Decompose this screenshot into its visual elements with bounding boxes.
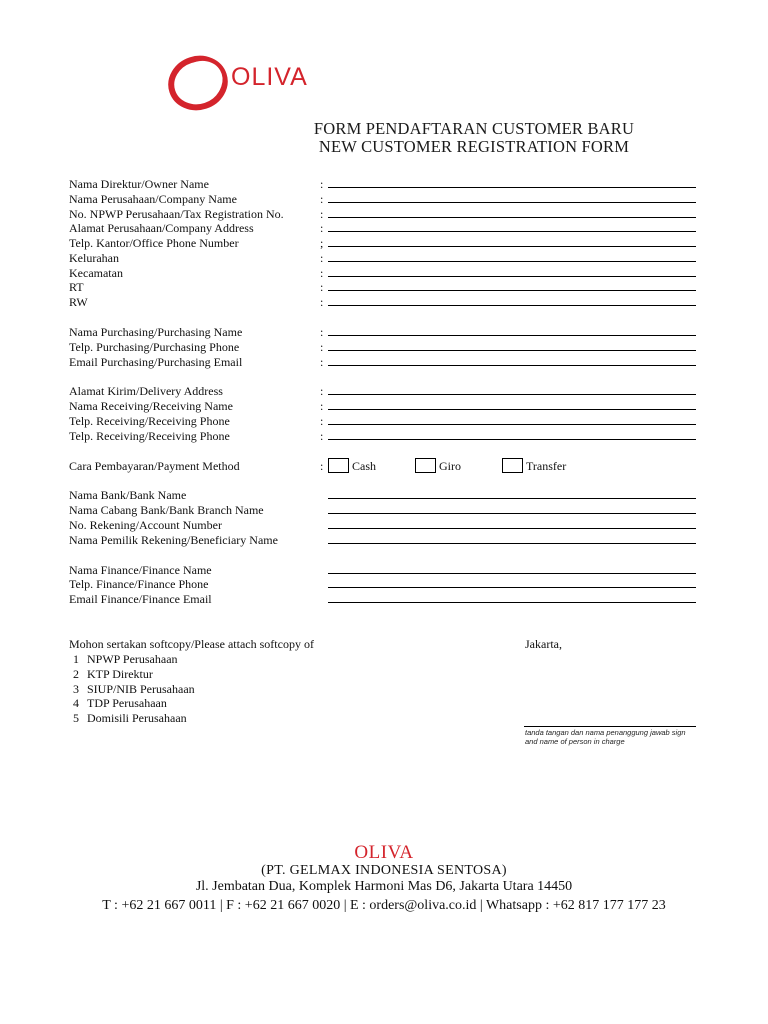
field-colon: : — [320, 266, 324, 280]
field-colon: : — [320, 384, 324, 398]
field-colon: : — [320, 325, 324, 339]
field-row — [0, 414, 768, 429]
field-input-line[interactable] — [328, 498, 696, 499]
field-colon: : — [320, 340, 324, 354]
field-input-line[interactable] — [328, 276, 696, 277]
field-label: Alamat Perusahaan/Company Address — [69, 221, 254, 235]
field-colon: : — [320, 192, 324, 206]
field-label: Telp. Finance/Finance Phone — [69, 577, 209, 591]
field-input-line[interactable] — [328, 290, 696, 291]
giro-option-label: Giro — [439, 459, 461, 473]
field-row — [0, 429, 768, 444]
field-row — [0, 221, 768, 236]
field-row — [0, 518, 768, 533]
form-title-indonesian: FORM PENDAFTARAN CUSTOMER BARU — [313, 119, 635, 138]
field-input-line[interactable] — [328, 424, 696, 425]
field-row — [0, 592, 768, 607]
field-colon: : — [320, 295, 324, 309]
field-colon: : — [320, 280, 324, 294]
cash-checkbox[interactable] — [328, 458, 349, 473]
field-input-line[interactable] — [328, 394, 696, 395]
field-row — [0, 177, 768, 192]
field-row — [0, 266, 768, 281]
field-input-line[interactable] — [328, 543, 696, 544]
field-label: Nama Perusahaan/Company Name — [69, 192, 237, 206]
attachment-text: KTP Direktur — [87, 667, 153, 681]
field-row — [0, 503, 768, 518]
field-colon: : — [320, 251, 324, 265]
field-input-line[interactable] — [328, 439, 696, 440]
attachment-text: Domisili Perusahaan — [87, 711, 187, 725]
field-row — [0, 577, 768, 592]
field-label: Telp. Kantor/Office Phone Number — [69, 236, 239, 250]
oliva-swirl-icon — [166, 54, 228, 112]
attachment-number: 3 — [73, 682, 79, 696]
field-label: Kelurahan — [69, 251, 119, 265]
field-input-line[interactable] — [328, 409, 696, 410]
field-input-line[interactable] — [328, 217, 696, 218]
field-input-line[interactable] — [328, 528, 696, 529]
field-label: Nama Finance/Finance Name — [69, 563, 212, 577]
footer-contact: T : +62 21 667 0011 | F : +62 21 667 0020 | E : orders@oliva.co.id | Whatsapp : +62 817 177 177 23 — [102, 898, 666, 913]
field-row — [0, 295, 768, 310]
field-label: Nama Purchasing/Purchasing Name — [69, 325, 243, 339]
field-input-line[interactable] — [328, 335, 696, 336]
giro-checkbox[interactable] — [415, 458, 436, 473]
attachment-number: 5 — [73, 711, 79, 725]
attachment-number: 4 — [73, 696, 79, 710]
signature-city: Jakarta, — [525, 637, 562, 651]
field-row — [0, 192, 768, 207]
signature-note — [525, 728, 705, 746]
field-label: RW — [69, 295, 88, 309]
field-label: Kecamatan — [69, 266, 123, 280]
field-input-line[interactable] — [328, 350, 696, 351]
field-row — [0, 533, 768, 548]
field-input-line[interactable] — [328, 246, 696, 247]
field-input-line[interactable] — [328, 261, 696, 262]
field-label: Telp. Receiving/Receiving Phone — [69, 429, 230, 443]
field-row — [0, 236, 768, 251]
field-label: Telp. Receiving/Receiving Phone — [69, 414, 230, 428]
field-label: Nama Receiving/Receiving Name — [69, 399, 233, 413]
footer-brand: OLIVA — [354, 842, 414, 863]
field-colon: : — [320, 221, 324, 235]
field-label: Telp. Purchasing/Purchasing Phone — [69, 340, 240, 354]
cash-option-label: Cash — [352, 459, 376, 473]
field-input-line[interactable] — [328, 587, 696, 588]
footer-address: Jl. Jembatan Dua, Komplek Harmoni Mas D6, Jakarta Utara 14450 — [195, 879, 573, 894]
field-row — [0, 355, 768, 370]
field-colon: : — [320, 177, 324, 191]
field-row — [0, 251, 768, 266]
field-input-line[interactable] — [328, 573, 696, 574]
field-row — [0, 563, 768, 578]
field-row — [0, 488, 768, 503]
oliva-logo — [166, 54, 346, 112]
field-label: Email Finance/Finance Email — [69, 592, 212, 606]
attachment-number: 2 — [73, 667, 79, 681]
signature-note-line: and name of person in charge — [525, 737, 625, 746]
signature-line[interactable] — [524, 726, 696, 727]
field-colon: : — [320, 399, 324, 413]
field-row — [0, 384, 768, 399]
field-row — [0, 280, 768, 295]
field-input-line[interactable] — [328, 187, 696, 188]
attachment-text: SIUP/NIB Perusahaan — [87, 682, 195, 696]
field-label: Nama Direktur/Owner Name — [69, 177, 209, 191]
field-label: Nama Pemilik Rekening/Beneficiary Name — [69, 533, 278, 547]
field-colon: : — [320, 355, 324, 369]
field-input-line[interactable] — [328, 602, 696, 603]
field-label: RT — [69, 280, 84, 294]
field-label: Alamat Kirim/Delivery Address — [69, 384, 223, 398]
field-input-line[interactable] — [328, 202, 696, 203]
field-row — [0, 207, 768, 222]
field-colon: : — [320, 459, 324, 473]
field-input-line[interactable] — [328, 365, 696, 366]
field-colon: : — [320, 429, 324, 443]
form-title-english: NEW CUSTOMER REGISTRATION FORM — [318, 137, 630, 156]
field-input-line[interactable] — [328, 513, 696, 514]
attachment-text: TDP Perusahaan — [87, 696, 167, 710]
transfer-option-label: Transfer — [526, 459, 567, 473]
attachment-text: NPWP Perusahaan — [87, 652, 178, 666]
attachments-intro: Mohon sertakan softcopy/Please attach softcopy of — [69, 637, 314, 651]
transfer-checkbox[interactable] — [502, 458, 523, 473]
field-input-line[interactable] — [328, 305, 696, 306]
logo-wordmark: OLIVA — [231, 63, 308, 91]
payment-method-label: Cara Pembayaran/Payment Method — [69, 459, 240, 473]
field-row — [0, 340, 768, 355]
field-colon: : — [320, 414, 324, 428]
field-label: Nama Cabang Bank/Bank Branch Name — [69, 503, 264, 517]
signature-note-line: tanda tangan dan nama penanggung jawab sign — [525, 728, 686, 737]
attachment-number: 1 — [73, 652, 79, 666]
payment-method-row — [0, 458, 768, 476]
field-label: Nama Bank/Bank Name — [69, 488, 187, 502]
field-colon: : — [320, 207, 324, 221]
field-label: Email Purchasing/Purchasing Email — [69, 355, 243, 369]
footer-company: (PT. GELMAX INDONESIA SENTOSA) — [261, 863, 507, 878]
field-colon: ; — [320, 236, 324, 250]
field-row — [0, 325, 768, 340]
field-row — [0, 399, 768, 414]
field-label: No. NPWP Perusahaan/Tax Registration No. — [69, 207, 284, 221]
field-label: No. Rekening/Account Number — [69, 518, 222, 532]
field-input-line[interactable] — [328, 231, 696, 232]
